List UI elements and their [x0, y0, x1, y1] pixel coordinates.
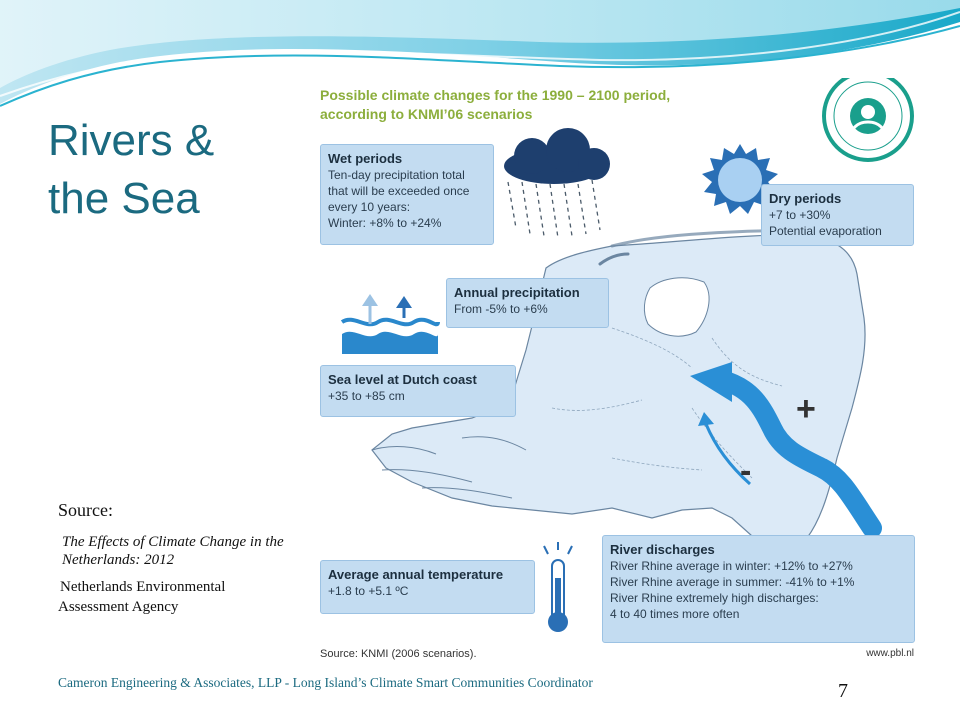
title-line-2: the Sea — [48, 174, 200, 223]
wet-periods-title: Wet periods — [328, 151, 403, 166]
wet-periods-line-1: Ten-day precipitation total — [328, 168, 465, 182]
source-organization: Netherlands Environmental Assessment Agency — [58, 579, 226, 615]
map-source: Source: KNMI (2006 scenarios). — [320, 648, 477, 660]
annual-precipitation-box — [446, 278, 609, 328]
infographic-title-line-1: Possible climate changes for the 1990 – 2100 period, — [320, 87, 671, 103]
thermometer-icon — [544, 542, 572, 632]
annual-precipitation-line-1: From -5% to +6% — [454, 302, 548, 316]
rain-cloud-icon — [504, 128, 610, 238]
annual-precipitation-title: Annual precipitation — [454, 285, 580, 300]
wet-periods-box — [320, 144, 494, 245]
infographic-title — [320, 86, 740, 124]
dry-periods-line-2: Potential evaporation — [769, 224, 882, 238]
wet-periods-line-4: Winter: +8% to +24% — [328, 216, 442, 230]
sea-level-title: Sea level at Dutch coast — [328, 372, 477, 387]
map-url: www.pbl.nl — [866, 648, 914, 659]
slide-title — [48, 112, 308, 228]
source-block — [58, 500, 298, 617]
sea-level-box — [320, 365, 516, 417]
river-discharges-line-2: River Rhine average in summer: -41% to +1% — [610, 575, 855, 589]
page-number: 7 — [838, 680, 848, 702]
climate-infographic — [312, 78, 928, 666]
river-discharges-line-4: 4 to 40 times more often — [610, 607, 740, 621]
river-discharges-title: River discharges — [610, 542, 715, 557]
dry-periods-line-1: +7 to +30% — [769, 208, 831, 222]
source-title: The Effects of Climate Change in the Netherlands: 2012 — [62, 534, 284, 568]
title-line-1: Rivers & — [48, 116, 215, 165]
footer-text: Cameron Engineering & Associates, LLP - Long Island’s Climate Smart Communities Coordinator — [58, 675, 593, 690]
river-discharges-line-1: River Rhine average in winter: +12% to +27% — [610, 559, 853, 573]
climate-smart-communities-logo — [824, 78, 912, 160]
river-discharges-box — [602, 535, 915, 643]
temperature-title: Average annual temperature — [328, 567, 504, 582]
wet-periods-line-2: that will be exceeded once — [328, 184, 470, 198]
wet-periods-line-3: every 10 years: — [328, 200, 411, 214]
sea-level-line-1: +35 to +85 cm — [328, 389, 405, 403]
plus-sign: + — [796, 390, 816, 428]
river-discharges-line-3: River Rhine extremely high discharges: — [610, 591, 819, 605]
infographic-title-line-2: according to KNMI’06 scenarios — [320, 106, 533, 122]
ijsselmeer — [644, 278, 709, 336]
dry-periods-box — [761, 184, 914, 246]
sea-level-rise-icon — [342, 294, 438, 354]
source-label: Source: — [58, 500, 113, 520]
minus-sign: - — [740, 452, 752, 490]
temperature-box — [320, 560, 535, 614]
temperature-line-1: +1.8 to +5.1 ºC — [328, 584, 409, 598]
dry-periods-title: Dry periods — [769, 191, 842, 206]
